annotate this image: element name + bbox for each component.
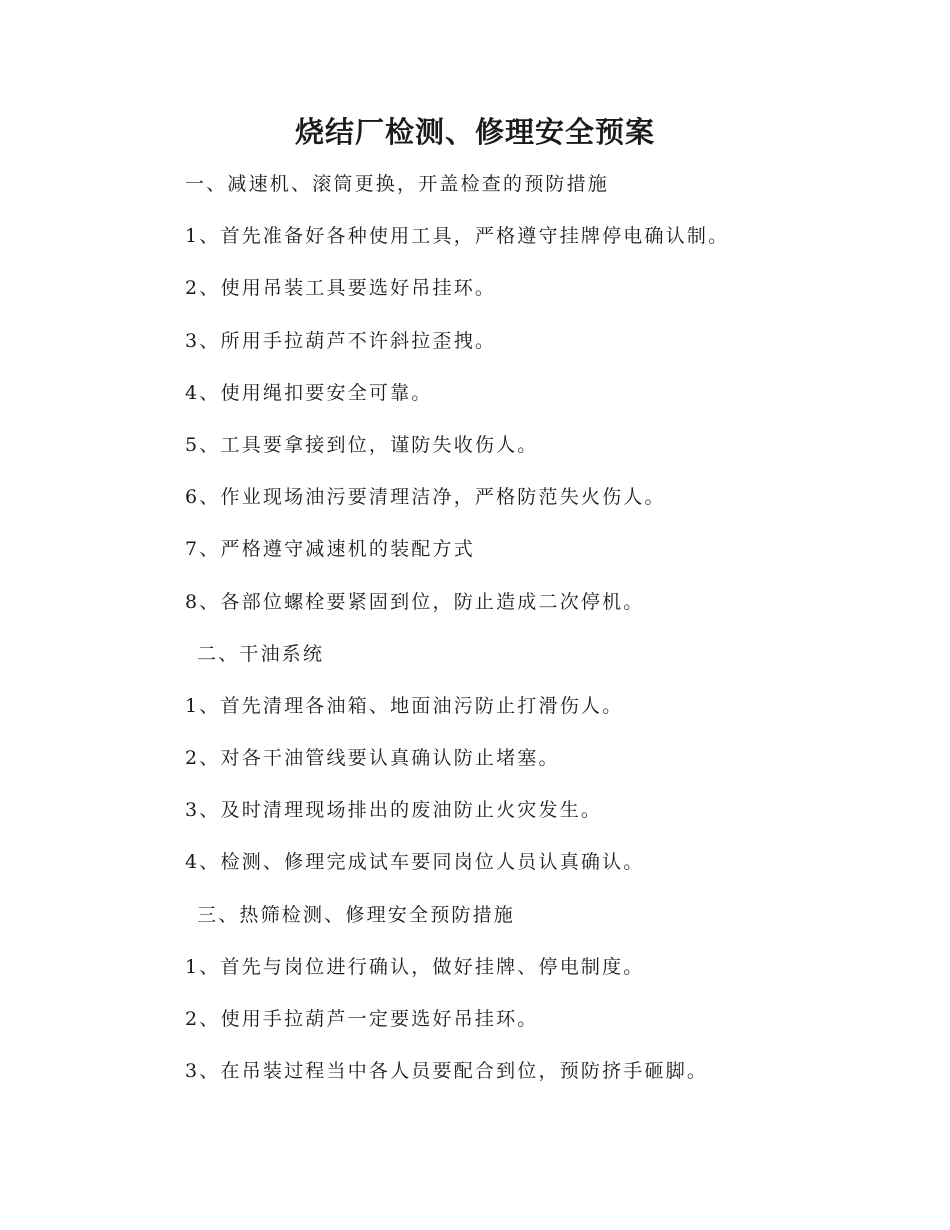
list-item: 6、作业现场油污要清理洁净，严格防范失火伤人。 bbox=[185, 486, 666, 509]
list-item: 2、对各干油管线要认真确认防止堵塞。 bbox=[185, 747, 560, 770]
list-item: 3、及时清理现场排出的废油防止火灾发生。 bbox=[185, 799, 603, 822]
list-item: 3、在吊装过程当中各人员要配合到位，预防挤手砸脚。 bbox=[185, 1060, 709, 1083]
list-item: 2、使用吊装工具要选好吊挂环。 bbox=[185, 277, 497, 300]
list-item: 7、严格遵守减速机的装配方式 bbox=[185, 538, 475, 561]
list-item: 8、各部位螺栓要紧固到位，防止造成二次停机。 bbox=[185, 590, 645, 613]
section-heading: 三、热筛检测、修理安全预防措施 bbox=[197, 903, 516, 926]
section-heading: 一、减速机、滚筒更换，开盖检查的预防措施 bbox=[185, 173, 610, 195]
list-item: 3、所用手拉葫芦不许斜拉歪拽。 bbox=[185, 329, 497, 352]
list-item: 1、首先准备好各种使用工具，严格遵守挂牌停电确认制。 bbox=[185, 225, 730, 248]
list-item: 4、检测、修理完成试车要同岗位人员认真确认。 bbox=[185, 851, 645, 874]
list-item: 2、使用手拉葫芦一定要选好吊挂环。 bbox=[185, 1008, 539, 1030]
document-title: 烧结厂检测、修理安全预案 bbox=[294, 115, 655, 149]
list-item: 1、首先清理各油箱、地面油污防止打滑伤人。 bbox=[185, 694, 624, 717]
list-item: 5、工具要拿接到位，谨防失收伤人。 bbox=[185, 433, 539, 456]
list-item: 1、首先与岗位进行确认，做好挂牌、停电制度。 bbox=[185, 955, 645, 978]
list-item: 4、使用绳扣要安全可靠。 bbox=[185, 381, 433, 404]
document-body bbox=[185, 162, 905, 1101]
section-heading: 二、干油系统 bbox=[197, 642, 325, 665]
